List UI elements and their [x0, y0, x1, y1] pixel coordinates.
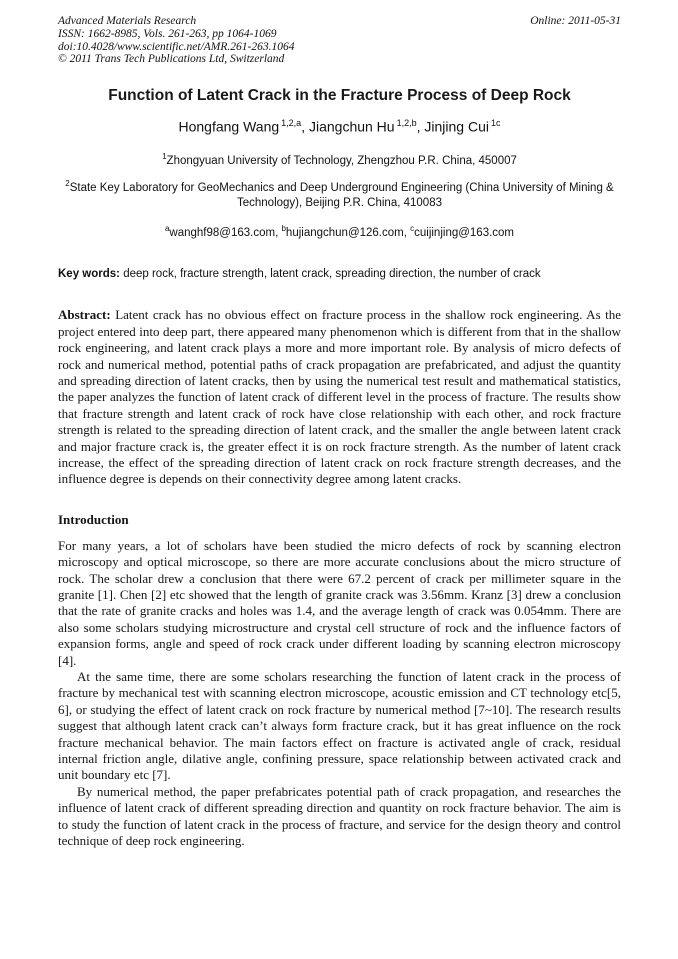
section-heading-introduction: Introduction: [58, 511, 129, 527]
email-mark: c: [410, 223, 415, 233]
abstract-paragraph: [58, 307, 621, 487]
affiliation-1: [58, 149, 621, 169]
email-mark: a: [164, 223, 170, 233]
email-text: cuijinjing@163.com: [414, 226, 515, 239]
intro-paragraph-1: For many years, a lot of scholars have been studied the micro defects of rock by scanning electron microscopy and optical microscope, so there are more accurate conclusions about the micro structure of rock. The scholar drew a conclusion that there were 67.2 percent of crack per millimeter square in the granite [1]. Chen [2] etc showed that the length of granite crack was 3.56mm. Kranz [3] drew a conclusion that the rate of granite cracks and holes was 1.4, and the average length of crack was 0.054mm. There are also some scholars studying microstructure and crystal cell structure of rock and the influence factors of expansion forms, angle and speed of rock crack under different loading by scanning electron microscopy [4].: [58, 537, 621, 668]
email-text: hujiangchun@126.com,: [285, 226, 411, 239]
doi-line: doi:10.4028/www.scientific.net/AMR.261-263.1064: [58, 40, 295, 53]
author-name: Jiangchun Hu: [308, 118, 395, 135]
journal-header-left: [58, 15, 294, 66]
copyright-line: © 2011 Trans Tech Publications Ltd, Switzerland: [58, 53, 285, 66]
journal-name: Advanced Materials Research: [58, 15, 197, 27]
author-emails: [58, 221, 621, 241]
abstract-text: Latent crack has no obvious effect on fracture process in the shallow rock engineering. As the project entered into deep part, there appeared many phenomenon which is different from that in the shallow rock engineering, and latent crack plays a more and more important role. By analysis of micro defects of rock and numerical method, potential paths of crack propagation are prefabricated, and adjust the quantity and spreading direction of latent cracks, then by using the numerical test result and mathematical statistics, the paper analyzes the function of latent crack of different level in the process of fracture. The results show that fracture strength and latent crack of rock have close relationship with each other, and rock fracture strength is related to the spreading direction of latent crack, and the smaller the angle between latent crack and major fracture crack is, the greater effect it is on rock fracture strength. As the number of latent crack increase, the effect of the spreading direction of latent crack on rock fracture strength decreases, and the influence degree is depends on their connectivity degree among latent cracks.: [58, 307, 621, 487]
author-affiliation-marks: 1,2,b: [396, 118, 417, 129]
abstract-label: Abstract:: [58, 307, 111, 323]
intro-paragraph-3: By numerical method, the paper prefabricates potential path of crack propagation, and researches the influence of latent crack of different spreading direction and quantity on rock fracture behavior. The aim is to study the function of latent crack in the process of fracture, and service for the design theory and control technique of deep rock engineering.: [58, 783, 621, 849]
authors-line: [58, 114, 621, 136]
keywords-line: [58, 267, 621, 282]
online-date: Online: 2011-05-31: [530, 15, 621, 27]
paper-title: Function of Latent Crack in the Fracture Process of Deep Rock: [108, 87, 571, 105]
author-separator: ,: [416, 118, 425, 135]
email-text: wanghf98@163.com,: [169, 226, 282, 239]
intro-paragraph-2: At the same time, there are some scholars researching the function of latent crack in the process of fracture by mechanical test with scanning electron microscope, acoustic emission and CT technology etc[5, 6], or studying the effect of latent crack on rock fracture by numerical method [7~10]. The research results suggest that although latent crack can’t always form fracture crack, but it has great influence on the rock fracture mechanical behavior. The main factors effect on fracture is activated angle of crack, residual internal friction angle, dilative angle, confining pressure, space relationship between activated crack and unit boundary etc [7].: [58, 669, 621, 783]
keywords-text: deep rock, fracture strength, latent crack, spreading direction, the number of crack: [120, 268, 541, 281]
affiliation-2: [58, 176, 621, 211]
keywords-label: Key words:: [58, 268, 120, 281]
email-mark: b: [281, 223, 286, 233]
author-name: Jinjing Cui: [424, 118, 489, 135]
issn-line: ISSN: 1662-8985, Vols. 261-263, pp 1064-1069: [58, 27, 277, 40]
author-separator: ,: [301, 118, 309, 135]
affiliation-mark: 2: [65, 178, 70, 188]
affiliation-text: Zhongyuan University of Technology, Zhengzhou P.R. China, 450007: [166, 154, 517, 167]
journal-header: [58, 15, 621, 66]
author-affiliation-marks: 1,2,a: [281, 118, 302, 129]
affiliation-text: State Key Laboratory for GeoMechanics and Deep Underground Engineering (China University of Mining & Technology), Beijing P.R. China, 410083: [69, 181, 614, 209]
author-name: Hongfang Wang: [178, 118, 280, 135]
author-affiliation-marks: 1c: [491, 118, 501, 129]
affiliation-mark: 1: [162, 151, 167, 161]
